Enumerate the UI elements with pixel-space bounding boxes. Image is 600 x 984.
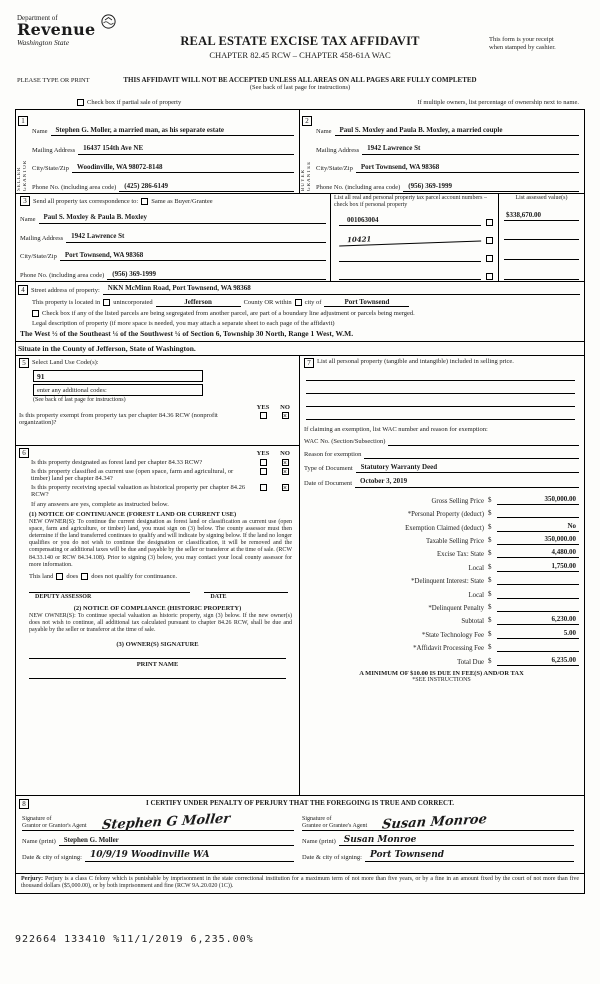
grantor-name-print-value[interactable]: Stephen G. Moller (59, 836, 294, 847)
section-6-number: 6 (19, 448, 29, 458)
minimum-due-note: A MINIMUM OF $10.00 IS DUE IN FEE(S) AND/OR TAX (359, 669, 524, 677)
section-8-number: 8 (19, 799, 29, 809)
current-use-no-checkbox[interactable]: × (283, 467, 287, 475)
fee-row: Gross Selling Price $ 350,000.00 (304, 492, 579, 505)
section-4-number: 4 (18, 285, 28, 295)
grantor-signature-block (20, 809, 300, 862)
legal-description-label: Legal description of property (if more space is needed, you may attach a separate sheet to each page of the affidavit) (32, 319, 335, 327)
doc-type-value[interactable]: Statutory Warranty Deed (356, 463, 579, 474)
fee-value[interactable] (497, 576, 579, 585)
yes-header: YES (256, 403, 270, 411)
fee-value[interactable]: 6,230.00 (497, 615, 579, 625)
grantor-name-label: Name (32, 128, 48, 136)
exemption-intro: If claiming an exemption, list WAC number and reason for exemption: (304, 425, 488, 433)
perjury-body: Perjury is a class C felony which is punishable by imprisonment in the state correctional institution for a maximum term of not more than five years, or by a fine in an amount fixed by the court of not more than five thousand dollars ($5,000.00), or by both imprisonment and fine (RCW 9A.20.020 (1C)). (21, 875, 580, 889)
deputy-assessor-line[interactable]: DEPUTY ASSESSOR (29, 592, 190, 600)
fee-table (304, 492, 579, 666)
partial-sale-row (15, 97, 585, 109)
exempt-no-checkbox[interactable]: × (283, 411, 287, 419)
middle-columns (16, 356, 584, 796)
located-in-label: This property is located in (32, 298, 101, 306)
assessed-value[interactable]: $338,670.00 (504, 211, 579, 221)
completion-warning: THIS AFFIDAVIT WILL NOT BE ACCEPTED UNLESS ALL AREAS ON ALL PAGES ARE FULLY COMPLETED (123, 76, 477, 84)
grantor-signature[interactable]: Stephen G Moller (101, 810, 231, 833)
grantor-sig-label-2: Grantor or Grantor's Agent (22, 822, 87, 829)
grantor-date-city-value[interactable]: 10/9/19 Woodinville WA (89, 850, 210, 860)
owner-print-name-line[interactable] (29, 668, 286, 679)
grantee-name-label: Name (316, 128, 332, 136)
street-address-value[interactable]: NKN McMinn Road, Port Townsend, WA 98368 (103, 284, 580, 295)
correspondence-csz-value[interactable]: Port Townsend, WA 98368 (60, 251, 326, 262)
owner-signature-line[interactable] (29, 648, 286, 659)
see-back-note: (See back of last page for instructions) (249, 84, 351, 91)
section-5-number: 5 (19, 358, 29, 368)
perjury-title: Perjury: (21, 875, 43, 882)
print-name-label: PRINT NAME (136, 660, 179, 668)
see-back-note-5: (See back of last page for instructions) (33, 396, 126, 403)
fee-value[interactable] (497, 603, 579, 612)
exempt-question: Is this property exempt from property tax per chapter 84.36 RCW (nonprofit organization)? (19, 411, 218, 426)
section-4-property (16, 282, 584, 342)
receipt-note-line2: when stamped by cashier. (489, 44, 556, 51)
city-of-label: city of (304, 298, 322, 306)
historic-no-checkbox[interactable]: × (283, 483, 287, 491)
certify-statement: I CERTIFY UNDER PENALTY OF PERJURY THAT THE FOREGOING IS TRUE AND CORRECT. (145, 798, 454, 807)
receipt-note-line1: This form is your receipt (489, 36, 554, 43)
fee-row: Exemption Claimed (deduct) $ No (304, 518, 579, 531)
grantee-date-city-label: Date & city of signing: (302, 853, 362, 861)
grantor-phone-value[interactable]: (425) 286-6149 (119, 182, 294, 193)
personal-property-checkbox[interactable] (486, 255, 493, 262)
land-use-code-value[interactable]: 91 (37, 371, 45, 381)
dor-logo-state: Washington State (17, 38, 70, 47)
fee-row: Total Due $ 6,235.00 (304, 652, 579, 665)
grantee-csz-label: City/State/Zip (316, 165, 353, 173)
page-header (15, 14, 585, 74)
personal-property-line[interactable] (306, 369, 575, 381)
fee-row: Subtotal $ 6,230.00 (304, 612, 579, 625)
dor-logo-dept: Department of (17, 14, 58, 22)
correspondence-address-label: Mailing Address (20, 234, 64, 242)
parcel-number-value-handwritten[interactable]: 10421 (339, 230, 481, 246)
city-checkbox[interactable] (295, 299, 302, 306)
grantee-csz-value[interactable]: Port Townsend, WA 98368 (356, 163, 579, 174)
fee-row: Local $ 1,750.00 (304, 558, 579, 571)
grantee-phone-value[interactable]: (956) 369-1999 (403, 182, 579, 193)
assessed-values-header: List assessed value(s) (515, 195, 568, 201)
fee-value[interactable]: 4,480.00 (497, 548, 579, 558)
grantee-sig-label-1: Signature of (302, 815, 332, 822)
same-as-buyer-checkbox[interactable] (141, 198, 148, 205)
parcel-row (331, 209, 498, 227)
section-1-2 (16, 110, 584, 194)
correspondence-phone-label: Phone No. (including area code) (20, 272, 105, 279)
fee-row: Excise Tax: State $ 4,480.00 (304, 545, 579, 558)
fee-value[interactable] (497, 590, 579, 599)
forest-yes-checkbox[interactable] (260, 459, 267, 466)
buyer-grantee-side-label: BUYER GRANTEE (300, 160, 312, 191)
fee-row: Taxable Selling Price $ 350,000.00 (304, 532, 579, 545)
grantee-address-label: Mailing Address (316, 146, 360, 154)
if-yes-note: If any answers are yes, complete as instructed below. (31, 500, 169, 508)
does-label: does (66, 572, 79, 580)
yes-header: YES (256, 449, 270, 457)
fee-row: Local $ (304, 585, 579, 598)
grantee-sig-label-2: Grantee or Grantee's Agent (302, 822, 368, 829)
section-6-continuance (16, 446, 299, 795)
wac-label: WAC No. (Section/Subsection) (304, 437, 386, 445)
correspondence-intro: Send all property tax correspondence to: (33, 197, 139, 205)
does-qualify-checkbox[interactable] (56, 573, 63, 580)
fee-value[interactable]: 5.00 (497, 629, 579, 639)
section-3 (16, 194, 584, 282)
land-use-code-box[interactable] (33, 370, 203, 382)
grantee-date-city-value[interactable]: Port Townsend (369, 850, 445, 860)
personal-property-checkbox[interactable] (486, 237, 493, 244)
fee-value[interactable]: 1,750.00 (497, 562, 579, 572)
form-title: REAL ESTATE EXCISE TAX AFFIDAVIT (180, 34, 420, 48)
personal-property-line[interactable] (306, 408, 575, 420)
parcel-numbers-column (331, 194, 499, 281)
cashier-stamp: 922664 133410 %11/1/2019 6,235.00% (15, 933, 254, 945)
parcel-number-value[interactable]: 001063004 (339, 216, 481, 226)
section-2-buyer (300, 110, 584, 193)
partial-sale-label: Check box if partial sale of property (87, 99, 182, 106)
no-header: NO (280, 449, 290, 457)
assessed-values-column (499, 194, 584, 281)
notice-1-title: (1) NOTICE OF CONTINUANCE (FOREST LAND OR CURRENT USE) (29, 510, 237, 518)
parcel-row (331, 245, 498, 263)
city-value[interactable]: Port Townsend (324, 298, 409, 307)
grantor-csz-label: City/State/Zip (32, 165, 69, 173)
form-chapter: CHAPTER 82.45 RCW – CHAPTER 458-61A WAC (209, 50, 391, 60)
see-instructions-note: *SEE INSTRUCTIONS (412, 676, 471, 683)
fee-row: *Personal Property (deduct) $ (304, 505, 579, 518)
current-use-question: Is this property classified as current use (open space, farm and agricultural, or timber) land per chapter 84.34? (31, 467, 234, 482)
grantor-address-label: Mailing Address (32, 146, 76, 154)
county-or-within-label: County OR within (243, 298, 292, 306)
correspondence-phone-value[interactable]: (956) 369-1999 (107, 270, 326, 281)
multiple-owners-note: If multiple owners, list percentage of ownership next to name. (417, 99, 579, 106)
grantee-signature-block (300, 809, 580, 862)
parcel-number-value[interactable] (339, 253, 481, 262)
section-3-number: 3 (20, 196, 30, 206)
forest-no-checkbox[interactable]: × (283, 458, 287, 466)
grantor-name-value[interactable]: Stephen G. Moller, a married man, as his separate estate (51, 126, 294, 137)
forest-land-question: Is this property designated as forest land per chapter 84.33 RCW? (31, 458, 203, 466)
current-use-yes-checkbox[interactable] (260, 468, 267, 475)
exempt-yes-checkbox[interactable] (260, 412, 267, 419)
legal-description-value[interactable]: The West ½ of the Southeast ¼ of the Southwest ¼ of Section 6, Township 30 North, Range 1 West, W.M. (20, 328, 354, 338)
dor-seal-icon (101, 14, 116, 29)
historic-question: Is this property receiving special valuation as historical property per chapter 84.26 RCW? (31, 483, 246, 498)
grantor-name-print-label: Name (print) (22, 838, 56, 845)
dor-logo-name: Revenue (17, 20, 96, 39)
date-line[interactable]: DATE (204, 592, 288, 600)
this-land-label: This land (29, 572, 54, 580)
section-2-number: 2 (302, 116, 312, 126)
grantor-csz-value[interactable]: Woodinville, WA 98072-8148 (72, 163, 294, 174)
assessed-value[interactable] (504, 251, 579, 260)
parcel-row (331, 263, 498, 281)
correspondence-csz-label: City/State/Zip (20, 253, 57, 261)
reason-value[interactable] (364, 450, 579, 459)
additional-codes-box[interactable] (33, 384, 203, 396)
unincorporated-label: unincorporated (113, 298, 153, 306)
receipt-note (489, 36, 585, 52)
fee-value[interactable]: 350,000.00 (497, 495, 579, 505)
tax-correspondence (16, 194, 331, 281)
assessed-value[interactable] (504, 271, 579, 280)
segregated-checkbox[interactable] (32, 310, 39, 317)
wac-value[interactable] (388, 437, 579, 446)
section-5-land-use (16, 356, 299, 446)
correspondence-name-value[interactable]: Paul S. Moxley & Paula B. Moxley (39, 213, 326, 224)
parcel-numbers-header: List all real and personal property tax parcel account numbers – check box if personal property (334, 195, 487, 208)
assessed-value[interactable] (504, 231, 579, 240)
grantee-name-value[interactable]: Paul S. Moxley and Paula B. Moxley, a married couple (335, 126, 579, 137)
personal-property-intro: List all personal property (tangible and intangible) included in selling price. (317, 357, 514, 365)
fee-row: *Delinquent Interest: State $ (304, 572, 579, 585)
parcel-number-value[interactable] (339, 271, 481, 280)
does-not-qualify-checkbox[interactable] (81, 573, 88, 580)
additional-codes-label: enter any additional codes: (37, 386, 107, 394)
reason-label: Reason for exemption (304, 450, 362, 458)
county-value[interactable]: Jefferson (156, 298, 241, 307)
notice-2-body: NEW OWNER(S): To continue special valuation as historic property, sign (3) below. If the new owner(s) does not wish to continue, all additional tax calculated pursuant to chapter 84.26 RCW, shall be due and payable by the seller or transferor at the time of sale. (29, 612, 292, 634)
does-not-label: does not qualify for continuance. (91, 572, 178, 580)
please-type-or-print: PLEASE TYPE OR PRINT (17, 77, 90, 84)
notice-3-title: (3) OWNER(S) SIGNATURE (116, 640, 199, 648)
street-address-label: Street address of property: (31, 286, 100, 294)
grantor-date-city-label: Date & city of signing: (22, 853, 82, 861)
situate-line: Situate in the County of Jefferson, State of Washington. (16, 342, 584, 356)
personal-property-line[interactable] (306, 382, 575, 394)
correspondence-name-label: Name (20, 215, 36, 223)
section-7-number: 7 (304, 358, 314, 368)
grantee-name-print-value[interactable]: Susan Monroe (343, 834, 417, 845)
notice-2-title: (2) NOTICE OF COMPLIANCE (HISTORIC PROPERTY) (73, 604, 242, 612)
grantee-address-value[interactable]: 1942 Lawrence St (362, 144, 579, 155)
section-1-number: 1 (18, 116, 28, 126)
segregated-label: Check box if any of the listed parcels are being segregated from another parcel, are part of a boundary line adjustment or parcels being merged. (42, 309, 415, 317)
doc-date-label: Date of Document (304, 479, 353, 487)
partial-sale-checkbox[interactable] (77, 99, 84, 106)
same-as-buyer-label: Same as Buyer/Grantee (151, 197, 213, 205)
fee-row: *Delinquent Penalty $ (304, 599, 579, 612)
personal-property-checkbox[interactable] (486, 219, 493, 226)
grantor-sig-label-1: Signature of (22, 815, 52, 822)
correspondence-address-value[interactable]: 1942 Lawrence St (66, 232, 326, 243)
historic-yes-checkbox[interactable] (260, 484, 267, 491)
fee-value[interactable] (497, 509, 579, 518)
notice-1-body: NEW OWNER(S): To continue the current designation as forest land or classification as current use (open space, farm and agriculture, or timber) land, you must sign on (3) below. The county assessor must then determine if the land transferred continues to qualify and will indicate by signing below. If the land no longer qualifies or you do not wish to continue the designation or classification, it will be removed and the compensating or additional taxes will be due and payable by the seller or transferor at the time of sale. (RCW 84.33.140 or RCW 84.34.108). Prior to signing (3) below, you may contact your local county assessor for more information. (29, 518, 292, 568)
seller-grantor-side-label: SELLER GRANTOR (16, 159, 28, 191)
perjury-note (16, 874, 584, 893)
header-warning-row (15, 76, 585, 97)
grantor-address-value[interactable]: 16437 154th Ave NE (78, 144, 294, 155)
personal-property-line[interactable] (306, 395, 575, 407)
fee-value[interactable]: No (497, 522, 579, 532)
fee-value[interactable]: 350,000.00 (497, 535, 579, 545)
dor-logo (17, 14, 157, 47)
section-7-personal-property (300, 356, 584, 795)
no-header: NO (280, 403, 290, 411)
grantee-signature[interactable]: Susan Monroe (381, 811, 488, 833)
personal-property-checkbox[interactable] (486, 273, 493, 280)
fee-value[interactable]: 6,235.00 (497, 656, 579, 666)
parcel-row (331, 227, 498, 245)
section-1-seller (16, 110, 300, 193)
fee-row: *State Technology Fee $ 5.00 (304, 625, 579, 638)
form-body (15, 109, 585, 894)
doc-type-label: Type of Document (304, 465, 353, 472)
unincorporated-checkbox[interactable] (103, 299, 110, 306)
grantee-name-print-label: Name (print) (302, 838, 336, 845)
doc-date-value[interactable]: October 3, 2019 (355, 477, 579, 488)
fee-value[interactable] (497, 643, 579, 652)
grantee-phone-label: Phone No. (including area code) (316, 184, 401, 192)
land-use-label: Select Land Use Code(s): (32, 359, 99, 366)
grantor-phone-label: Phone No. (including area code) (32, 184, 117, 192)
fee-row: *Affidavit Processing Fee $ (304, 639, 579, 652)
section-8-certification (16, 796, 584, 874)
